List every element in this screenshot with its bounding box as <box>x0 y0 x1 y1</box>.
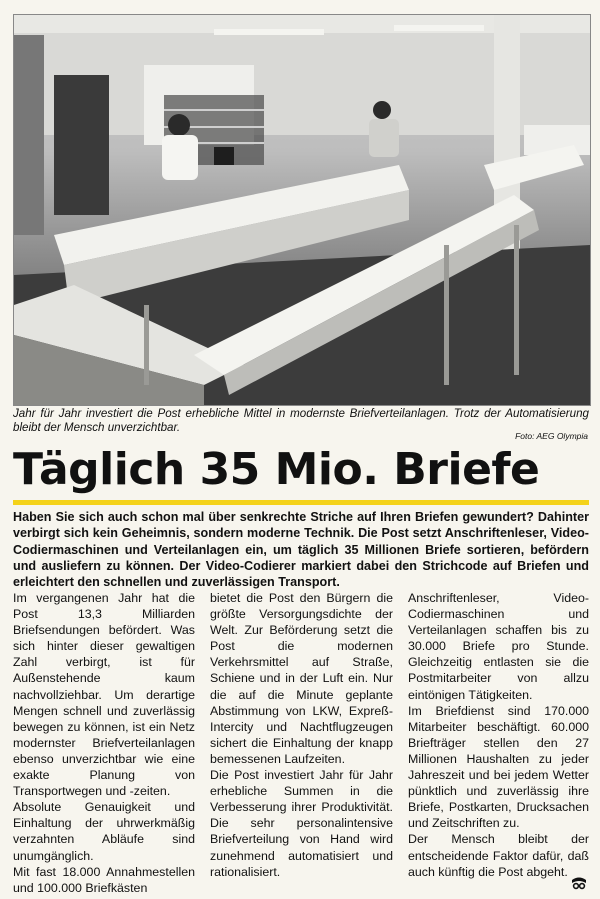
paragraph: Im Briefdienst sind 170.000 Mitarbeiter beschäftigt. 60.000 Briefträger stellen den 27 Millionen Haushalten zu jeder Jahreszeit und bei jedem Wetter pünktlich und zuverlässig ihre Briefe, Postkarten, Drucksachen und Zeitschriften zu. <box>408 703 589 831</box>
paragraph: Absolute Genauigkeit und Einhaltung der uhrwerkmäßig verzahnten Abläufe sind unumgänglich. <box>13 800 195 863</box>
article-column-3 <box>408 590 589 880</box>
photo-credit: Foto: AEG Olympia <box>515 431 588 441</box>
paragraph: bietet die Post den Bürgern die größte Versorgungsdichte der Welt. Zur Beförderung setzt die Post die modernen Verkehrsmittel auf Straße, Schiene und in der Luft ein. Nur die auf die Minute geplante Abstimmung von LKW, Expreß-Intercity und Nachtflugzeugen sichert die Einhaltung der knapp bemessenen Laufzeiten. <box>210 591 393 766</box>
paragraph: Anschriftenleser, Video-Codiermaschinen und Verteilanlagen schaffen bis zu 30.000 Briefe pro Stunde. Gleichzeitig entlasten sie die Postmitarbeiter von allzu eintönigen Tätigkeiten. <box>408 591 589 702</box>
photo-caption: Jahr für Jahr investiert die Post erhebliche Mittel in modernste Briefverteilanlagen. Trotz der Automatisierung bleibt der Mensch unverzichtbar. <box>13 407 589 434</box>
post-horn-icon <box>570 876 588 890</box>
article-lead: Haben Sie sich auch schon mal über senkrechte Striche auf Ihren Briefen gewundert? Dahinter verbirgt sich kein Geheimnis, sondern moderne Technik. Die Post setzt Anschriftenleser, Video-Codiermaschinen und Verteilanlagen ein, um täglich 35 Millionen Briefe sortieren, befördern und ausliefern zu können. Der Video-Codierer markiert dabei den Strichcode auf Briefen und erleichtert den schnellen und zuverlässigen Transport. <box>13 510 589 590</box>
article-column-1 <box>13 590 195 896</box>
paragraph: Der Mensch bleibt der entscheidende Faktor dafür, daß auch künftig die Post abgeht. <box>408 832 589 879</box>
paragraph: Die Post investiert Jahr für Jahr erhebliche Summen in die Verbesserung ihrer Produktivität. Die sehr personalintensive Briefverteilung von Hand wird zunehmend automatisiert und rationalisiert. <box>210 768 393 879</box>
article-column-2 <box>210 590 393 880</box>
paragraph: Im vergangenen Jahr hat die Post 13,3 Milliarden Briefsendungen befördert. Was sich hinter dieser gewaltigen Zahl verbirgt, ist für Außenstehende kaum nachvollziehbar. Um derartige Mengen schnell und zuverlässig bewegen zu können, ist ein Netz modernster Briefverteilanlagen ebenso unverzichtbar wie eine exakte Planung von Transportwegen und -zeiten. <box>13 591 195 799</box>
paragraph: Mit fast 18.000 Annahmestellen und 100.000 Briefkästen <box>13 864 195 895</box>
article-headline: Täglich 35 Mio. Briefe <box>13 444 540 495</box>
sorting-facility-photo <box>13 14 591 406</box>
yellow-rule <box>13 500 589 505</box>
